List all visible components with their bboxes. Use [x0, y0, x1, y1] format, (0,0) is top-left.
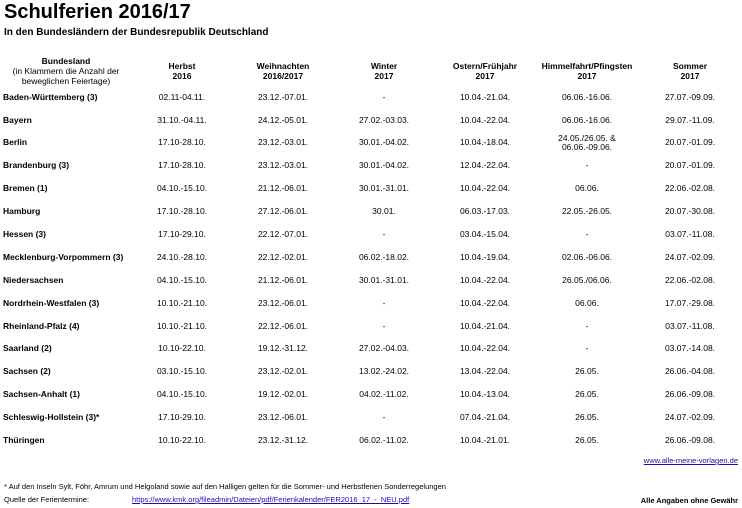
cell-weihnachten: 23.12.-07.01.: [257, 91, 309, 102]
cell-himmelfahrt: 06.06.-16.06.: [561, 114, 613, 125]
cell-weihnachten: 23.12.-06.01.: [257, 412, 309, 423]
cell-weihnachten: 23.12.-02.01.: [257, 366, 309, 377]
cell-sommer: 29.07.-11.09.: [665, 114, 715, 125]
cell-himmelfahrt: 06.06.-16.06.: [561, 91, 613, 102]
col-header-sommer: [638, 56, 742, 86]
cell-sommer: 03.07.-11.08.: [665, 320, 715, 331]
cell-sommer: 26.06.-09.08.: [664, 389, 716, 400]
cell-herbst: 17.10.-28.10.: [156, 206, 208, 217]
cell-winter: 30.01.-31.01.: [358, 183, 410, 194]
cell-herbst: 17.10-28.10.: [158, 137, 206, 148]
cell-ostern: 10.04.-21.01.: [459, 435, 511, 446]
col-header-ostern-year: 2017: [475, 71, 495, 81]
cell-state: Sachsen-Anhalt (1): [3, 389, 80, 400]
cell-state: Bremen (1): [3, 183, 48, 194]
source-label: Quelle der Ferientermine:: [4, 495, 90, 504]
cell-herbst: 10.10.-21.10.: [156, 320, 208, 331]
cell-ostern: 10.04.-18.04.: [459, 137, 511, 148]
cell-winter: 04.02.-11.02.: [359, 389, 409, 400]
cell-himmelfahrt: -: [585, 160, 589, 171]
cell-himmelfahrt: 02.06.-06.06.: [561, 251, 613, 262]
cell-herbst: 02.11-04.11.: [158, 91, 206, 102]
col-header-weihnachten-label: Weihnachten: [256, 61, 310, 71]
cell-sommer: 20.07.-01.09.: [664, 160, 716, 171]
cell-winter: 06.02.-18.02.: [358, 251, 410, 262]
cell-weihnachten: 23.12.-06.01.: [257, 297, 309, 308]
table-row: [0, 200, 742, 223]
table-row: [0, 246, 742, 269]
cell-state: Schleswig-Hollstein (3)*: [3, 412, 100, 423]
cell-herbst: 04.10.-15.10.: [156, 183, 208, 194]
col-header-herbst-year: 2016: [172, 71, 192, 81]
cell-herbst: 03.10.-15.10.: [156, 366, 208, 377]
cell-weihnachten: 23.12.-31.12.: [257, 435, 309, 446]
cell-himmelfahrt: 26.05.: [575, 435, 599, 446]
cell-state: Hessen (3): [3, 229, 46, 240]
table-row: [0, 109, 742, 132]
header-row: [0, 56, 742, 86]
table-row: [0, 384, 742, 407]
holiday-table: [0, 56, 742, 452]
cell-himmelfahrt: 22.05.-26.05.: [561, 206, 613, 217]
cell-ostern: 10.04.-21.04.: [459, 91, 511, 102]
cell-sommer: 20.07.-01.09.: [664, 137, 716, 148]
cell-sommer: 03.07.-11.08.: [665, 229, 715, 240]
cell-weihnachten: 23.12.-03.01.: [257, 137, 309, 148]
cell-state: Nordrhein-Westfalen (3): [3, 297, 100, 308]
table-row: [0, 338, 742, 361]
page-title: Schulferien 2016/17: [4, 1, 191, 23]
cell-ostern: 10.04.-13.04.: [459, 389, 511, 400]
cell-ostern: 10.04.-22.04.: [459, 183, 511, 194]
cell-state: Saarland (2): [3, 343, 52, 354]
col-header-winter: [334, 56, 434, 86]
cell-ostern: 06.03.-17.03.: [459, 206, 511, 217]
table-row: [0, 292, 742, 315]
cell-winter: 06.02.-11.02.: [359, 435, 409, 446]
cell-sommer: 27.07.-09.09.: [664, 91, 716, 102]
table-row: [0, 269, 742, 292]
cell-herbst: 10.10-22.10.: [158, 343, 206, 354]
cell-sommer: 26.06.-04.08.: [664, 366, 716, 377]
col-header-sommer-label: Sommer: [672, 61, 707, 71]
cell-himmelfahrt: 06.06.: [575, 297, 599, 308]
cell-himmelfahrt: -: [585, 320, 589, 331]
table-row: [0, 178, 742, 201]
cell-winter: 30.01.-31.01.: [358, 274, 410, 285]
cell-ostern: 03.04.-15.04.: [459, 229, 511, 240]
cell-state: Brandenburg (3): [3, 160, 70, 171]
col-header-winter-label: Winter: [370, 61, 398, 71]
table-row: [0, 86, 742, 109]
cell-ostern: 12.04.-22.04.: [459, 160, 511, 171]
table-row: [0, 361, 742, 384]
table-row: [0, 223, 742, 246]
source-link[interactable]: https://www.kmk.org/fileadmin/Dateien/pdf/Ferienkalender/FER2016_17_-_NEU.pdf: [132, 495, 410, 504]
col-header-state-note: (in Klammern die Anzahl der beweglichen Feiertage): [12, 66, 120, 86]
cell-ostern: 10.04.-22.04.: [459, 297, 511, 308]
cell-winter: -: [382, 91, 386, 102]
cell-himmelfahrt: 26.05.: [575, 366, 599, 377]
cell-sommer: 26.06.-09.08.: [664, 435, 716, 446]
cell-ostern: 10.04.-22.04.: [459, 114, 511, 125]
cell-weihnachten: 27.12.-06.01.: [257, 206, 309, 217]
cell-herbst: 10.10-22.10.: [158, 435, 206, 446]
cell-weihnachten: 19.12.-31.12.: [257, 343, 309, 354]
cell-himmelfahrt: 24.05./26.05. & 06.06.-09.06.: [558, 132, 616, 153]
cell-state: Hamburg: [3, 206, 41, 217]
cell-winter: 13.02.-24.02.: [358, 366, 410, 377]
cell-weihnachten: 22.12.-06.01.: [257, 320, 309, 331]
cell-weihnachten: 22.12.-02.01.: [257, 251, 309, 262]
cell-ostern: 10.04.-21.04.: [459, 320, 511, 331]
cell-ostern: 10.04.-22.04.: [459, 343, 511, 354]
cell-herbst: 17.10-28.10.: [158, 160, 206, 171]
col-header-himmelfahrt-label: Himmelfahrt/Pfingsten: [541, 61, 633, 71]
cell-ostern: 10.04.-22.04.: [459, 274, 511, 285]
footnote: * Auf den Inseln Sylt, Föhr, Amrum und Helgoland sowie auf den Halligen gelten für die Sommer- und Herbstferien Sonderregelungen: [4, 482, 446, 491]
col-header-ostern: [434, 56, 536, 86]
cell-sommer: 03.07.-14.08.: [664, 343, 716, 354]
cell-sommer: 22.06.-02.08.: [664, 183, 716, 194]
cell-himmelfahrt: 26.05./06.06.: [562, 274, 612, 285]
cell-state: Bayern: [3, 114, 32, 125]
table-row: [0, 315, 742, 338]
cell-winter: 30.01.-04.02.: [358, 137, 410, 148]
cell-herbst: 10.10.-21.10.: [156, 297, 208, 308]
cell-himmelfahrt: 26.05.: [575, 412, 599, 423]
cell-herbst: 17.10-29.10.: [158, 229, 206, 240]
col-header-herbst: [132, 56, 232, 86]
cell-sommer: 24.07.-02.09.: [664, 251, 716, 262]
cell-winter: 30.01.-04.02.: [358, 160, 410, 171]
col-header-ostern-label: Ostern/Frühjahr: [452, 61, 518, 71]
cell-ostern: 10.04.-19.04.: [459, 251, 511, 262]
cell-weihnachten: 21.12.-06.01.: [257, 183, 309, 194]
cell-winter: -: [382, 412, 386, 423]
cell-ostern: 07.04.-21.04.: [459, 412, 511, 423]
disclaimer: Alle Angaben ohne Gewähr: [640, 496, 738, 505]
cell-state: Sachsen (2): [3, 366, 51, 377]
col-header-winter-year: 2017: [374, 71, 394, 81]
site-link[interactable]: www.alle-meine-vorlagen.de: [643, 456, 738, 465]
cell-himmelfahrt: 26.05.: [575, 389, 599, 400]
col-header-herbst-label: Herbst: [168, 61, 196, 71]
cell-sommer: 20.07.-30.08.: [664, 206, 716, 217]
col-header-himmelfahrt: [536, 56, 638, 86]
cell-herbst: 24.10.-28.10.: [156, 251, 208, 262]
cell-himmelfahrt: 06.06.: [575, 183, 599, 194]
cell-sommer: 17.07.-29.08.: [664, 297, 716, 308]
col-header-weihnachten-year: 2016/2017: [262, 71, 304, 81]
cell-state: Niedersachsen: [3, 274, 64, 285]
cell-weihnachten: 23.12.-03.01.: [257, 160, 309, 171]
cell-state: Rheinland-Pfalz (4): [3, 320, 80, 331]
cell-winter: 30.01.: [372, 206, 396, 217]
col-header-himmelfahrt-year: 2017: [577, 71, 597, 81]
cell-state: Mecklenburg-Vorpommern (3): [3, 251, 124, 262]
col-header-state: [0, 56, 132, 86]
page-subtitle: In den Bundesländern der Bundesrepublik Deutschland: [4, 27, 269, 38]
cell-winter: 27.02.-03.03.: [358, 114, 410, 125]
cell-weihnachten: 19.12.-02.01.: [257, 389, 309, 400]
cell-herbst: 31.10.-04.11.: [157, 114, 207, 125]
cell-himmelfahrt: -: [585, 229, 589, 240]
col-header-weihnachten: [232, 56, 334, 86]
cell-herbst: 04.10.-15.10.: [156, 389, 208, 400]
table-row: [0, 155, 742, 178]
cell-sommer: 22.06.-02.08.: [664, 274, 716, 285]
cell-state: Berlin: [3, 137, 28, 148]
cell-state: Thüringen: [3, 435, 45, 446]
cell-winter: 27.02.-04.03.: [358, 343, 410, 354]
col-header-state-label: Bundesland: [41, 56, 91, 66]
cell-ostern: 13.04.-22.04.: [459, 366, 511, 377]
cell-herbst: 17.10-29.10.: [158, 412, 206, 423]
cell-weihnachten: 22.12.-07.01.: [257, 229, 309, 240]
table-row: [0, 429, 742, 452]
cell-weihnachten: 24.12.-05.01.: [257, 114, 309, 125]
cell-weihnachten: 21.12.-06.01.: [257, 274, 309, 285]
col-header-sommer-year: 2017: [680, 71, 700, 81]
cell-himmelfahrt: -: [585, 343, 589, 354]
cell-state: Baden-Württemberg (3): [3, 91, 98, 102]
cell-winter: -: [382, 229, 386, 240]
table-row: [0, 406, 742, 429]
cell-winter: -: [382, 297, 386, 308]
cell-herbst: 04.10.-15.10.: [156, 274, 208, 285]
table-row: [0, 132, 742, 155]
cell-winter: -: [382, 320, 386, 331]
cell-sommer: 24.07.-02.09.: [664, 412, 716, 423]
